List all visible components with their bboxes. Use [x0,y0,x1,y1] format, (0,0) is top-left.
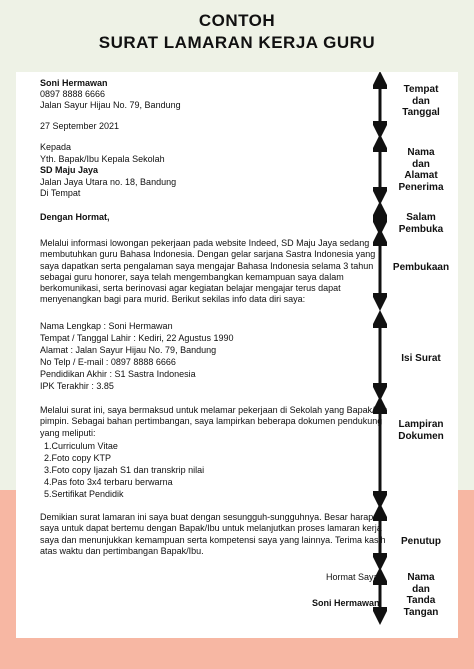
letter-date: 27 September 2021 [40,121,120,131]
recipient-address: Jalan Jaya Utara no. 18, Bandung [40,177,177,187]
detail-line: IPK Terakhir : 3.85 [40,381,114,391]
label-penutup: Penutup [401,536,441,547]
attachment-item: 5.Sertifikat Pendidik [44,489,124,499]
label-tempat-tanggal: Tempat dan Tanggal [402,84,440,118]
attachment-item: 3.Foto copy Ijazah S1 dan transkrip nilai [44,465,205,475]
label-nama-tanda-tangan: Nama dan Tanda Tangan [403,572,439,618]
attachment-intro: Melalui surat ini, saya bermaksud untuk melamar pekerjaan di Sekolah yang Bapak/Ibu pimpin. Sebagai bahan pertimbangan, saya lampirkan beberapa dokumen pendukung yang meliputi: [40,405,388,438]
letter-card [16,72,458,638]
sign-off: Hormat Saya, [326,572,382,582]
bracket-arrows [373,72,387,638]
recipient-line-1: Yth. Bapak/Ibu Kepala Sekolah [40,154,165,164]
attachment-item: 2.Foto copy KTP [44,453,112,463]
label-salam-pembuka: Salam Pembuka [398,212,444,235]
detail-line: No Telp / E-mail : 0897 8888 6666 [40,357,176,367]
sender-phone: 0897 8888 6666 [40,89,106,99]
signature-name: Soni Hermawan [312,598,380,608]
label-nama-alamat: Nama dan Alamat Penerima [398,147,444,193]
salutation: Dengan Hormat, [40,212,110,222]
detail-line: Tempat / Tanggal Lahir : Kediri, 22 Agustus 1990 [40,333,234,343]
opening-paragraph: Melalui informasi lowongan pekerjaan pada website Indeed, SD Maju Jaya sedang membutuhkan guru Bahasa Indonesia. Dengan gelar sarjana Sastra Indonesia yang saya dapatkan serta pengalaman saya mengajar Bahasa Indonesia selama 3 tahun sebagai guru honorer, saya telah mengembangkan kemampuan saya dalam berkomunikasi, serta berinovasi agar kegiatan belajar mengajar terus dapat menyenangkan bagi para murid. Berikut sekilas info data diri saya: [40,238,376,305]
sender-address: Jalan Sayur Hijau No. 79, Bandung [40,100,181,110]
detail-line: Pendidikan Akhir : S1 Sastra Indonesia [40,369,196,379]
recipient-place: Di Tempat [40,188,81,198]
label-lampiran-dokumen: Lampiran Dokumen [398,419,444,442]
title-line-1: CONTOH [198,11,276,30]
sender-name: Soni Hermawan [40,78,108,88]
closing-paragraph: Demikian surat lamaran ini saya buat dengan sesungguh-sungguhnya. Besar harapan saya untuk dapat bertemu dengan Bapak/Ibu untuk melanjutkan proses lamaran kerja saya dan menunjukkan kemampuan serta kompetensi saya yang lainnya. Terima kasih atas waktu dan pertimbangan Bapak/Ibu. [40,512,386,556]
detail-line: Nama Lengkap : Soni Hermawan [40,321,173,331]
attachment-item: 4.Pas foto 3x4 terbaru berwarna [44,477,173,487]
title-line-2: SURAT LAMARAN KERJA GURU [98,33,376,52]
recipient-kepada: Kepada [40,142,72,152]
label-isi-surat: Isi Surat [401,353,441,364]
attachment-item: 1.Curriculum Vitae [44,441,118,451]
recipient-school: SD Maju Jaya [40,165,99,175]
label-pembukaan: Pembukaan [392,262,450,273]
detail-line: Alamat : Jalan Sayur Hijau No. 79, Bandung [40,345,217,355]
